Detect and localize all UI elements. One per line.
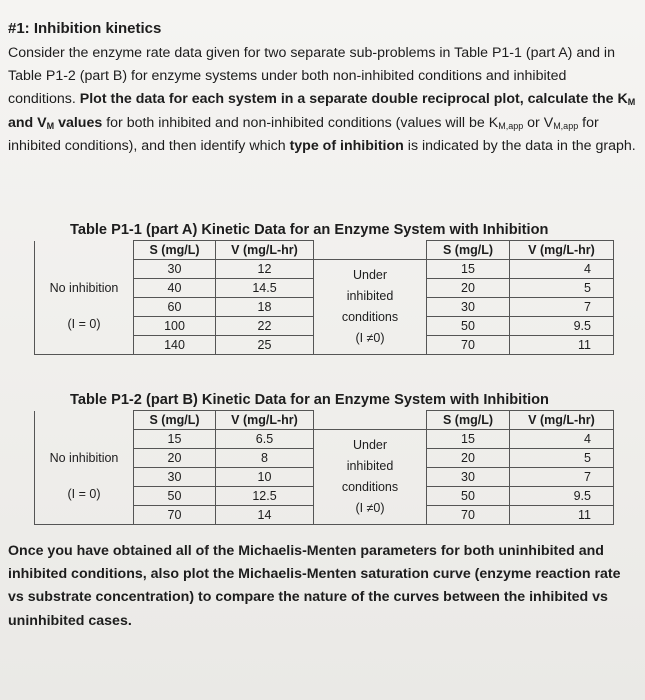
table-cell: 11 [510,506,614,525]
table-cell: 40 [134,279,216,298]
table-cell: 15 [134,430,216,449]
intro-plot-instruction: Plot the data for each system in a separate double reciprocal plot, calculate the [79,91,614,108]
table-a-header-row [35,241,614,260]
table-cell: 140 [134,336,216,355]
table-b-caption: Table P1-2 (part B) Kinetic Data for an Enzyme System with Inhibition [70,392,549,408]
table-cell: 50 [427,317,510,336]
table-cell: 14.5 [216,279,314,298]
table-cell: 18 [216,298,314,317]
table-cell: 25 [216,336,314,355]
or-word: or [523,114,544,131]
table-cell: 7 [510,468,614,487]
table-a-header: S (mg/L) [134,241,216,260]
table-cell: 30 [427,468,510,487]
table-cell: 9.5 [510,317,614,336]
and-word: and [8,114,38,131]
table-cell: 14 [216,506,314,525]
table-cell: 100 [134,317,216,336]
table-a-header: V (mg/L-hr) [510,241,614,260]
intro-sentence-1: Consider the enzyme rate data given for two separate sub-problems in Table P1-1 (part A) and in Table P1-2 (part B) for enzyme systems under both non-inhibited conditions and inhibited conditions. [8,45,615,108]
table-cell: 30 [134,260,216,279]
intro-sentence-5: is indicated by the data in the graph. [403,137,636,154]
table-cell: 70 [427,506,510,525]
table-cell: 6.5 [216,430,314,449]
table-b-header: S (mg/L) [427,411,510,430]
table-a-cond-top [314,241,427,260]
table-a [34,240,614,355]
table-cell: 5 [510,279,614,298]
table-row [35,260,614,279]
km-symbol: $K_M$ [617,91,636,108]
type-of-inhibition: type of inhibition [289,137,404,154]
table-a-inhibited-label: Under inhibited conditions (I ≠0) [314,260,427,355]
vm-symbol: $V_M$ [37,114,55,131]
table-b-header: V (mg/L-hr) [510,411,614,430]
table-b-no-inhibition-label: No inhibition [35,449,134,468]
table-cell: 8 [216,449,314,468]
kmapp-symbol: $K_{M,app}$ [488,114,524,131]
table-a-i-zero-label: (I = 0) [35,317,134,336]
table-cell: 15 [427,430,510,449]
table-cell: 20 [427,279,510,298]
table-cell: 30 [134,468,216,487]
problem-heading: #1: Inhibition kinetics [8,20,162,37]
table-cell: 4 [510,430,614,449]
table-cell: 10 [216,468,314,487]
table-b-corner [35,411,134,430]
table-cell: 15 [427,260,510,279]
table-cell: 50 [134,487,216,506]
table-b-cond-top [314,411,427,430]
table-cell: 7 [510,298,614,317]
table-cell: 4 [510,260,614,279]
table-a-header: S (mg/L) [427,241,510,260]
table-cell: 30 [427,298,510,317]
table-cell: 50 [427,487,510,506]
vmapp-symbol: $V_{M,app}$ [543,114,579,131]
table-cell: 11 [510,336,614,355]
table-a-corner [35,241,134,260]
intro-sentence-4: for inhibited conditions), and then identify which [8,114,599,154]
table-cell: 70 [427,336,510,355]
table-row [35,430,614,449]
table-cell: 9.5 [510,487,614,506]
table-b-i-zero-label: (I = 0) [35,487,134,506]
table-cell: 70 [134,506,216,525]
problem-statement [8,42,636,158]
table-b-header: V (mg/L-hr) [216,411,314,430]
table-a-no-inhibition-label: No inhibition [35,279,134,298]
table-cell: 60 [134,298,216,317]
table-cell: 22 [216,317,314,336]
table-a-header: V (mg/L-hr) [216,241,314,260]
table-cell: 20 [427,449,510,468]
table-b-header-row [35,411,614,430]
table-b-inhibited-label: Under inhibited conditions (I ≠0) [314,430,427,525]
table-b-header: S (mg/L) [134,411,216,430]
table-cell: 5 [510,449,614,468]
values-word: values [54,114,103,131]
follow-up-instructions: Once you have obtained all of the Michaelis-Menten parameters for both uninhibited and inhibited conditions, also plot the Michaelis-Menten saturation curve (enzyme reaction rate vs substrate concentration) to compare the nature of the curves between the inhibited vs uninhibited cases. [8,543,621,629]
table-cell: 20 [134,449,216,468]
table-b [34,410,614,525]
table-a-caption: Table P1-1 (part A) Kinetic Data for an Enzyme System with Inhibition [70,222,549,238]
table-cell: 12.5 [216,487,314,506]
table-cell: 12 [216,260,314,279]
intro-sentence-3: for both inhibited and non-inhibited conditions (values will be [102,114,489,131]
